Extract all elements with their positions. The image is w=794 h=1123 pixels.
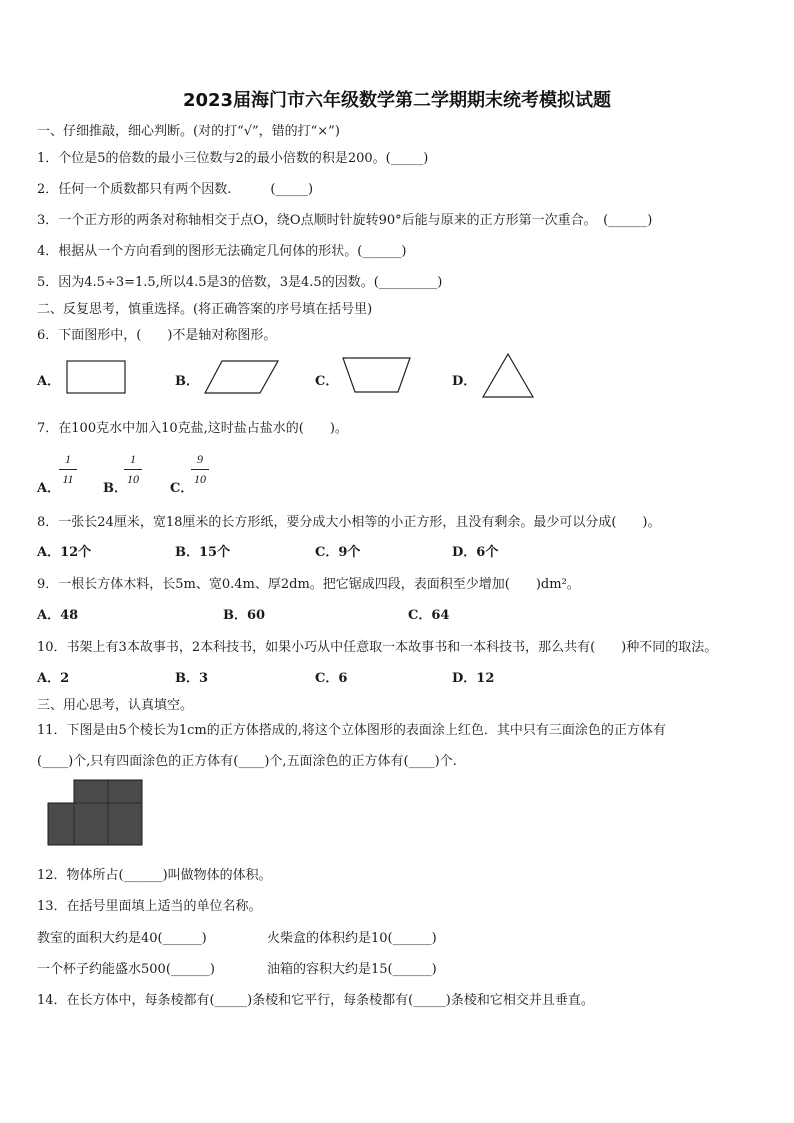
stacked-cubes-figure: [44, 779, 146, 849]
q10-option-b: B．3: [175, 671, 209, 686]
section-1-heading: 一、仔细推敲，细心判断。(对的打“√”，错的打“×”): [37, 124, 340, 139]
q10-option-c: C．6: [315, 671, 348, 686]
q7-option-a-label: A．: [37, 481, 61, 496]
question-4: 4．根据从一个方向看到的图形无法确定几何体的形状。(______): [37, 244, 407, 259]
q9-option-a: A．48: [37, 608, 79, 623]
fraction-1-11: 1 11: [58, 452, 78, 487]
question-1: 1．个位是5的倍数的最小三位数与2的最小倍数的积是200。(_____): [37, 151, 429, 166]
q13-item-1: 教室的面积大约是40(______): [37, 931, 207, 946]
q8-option-c: C．9个: [315, 545, 361, 560]
question-8: 8．一张长24厘米，宽18厘米的长方形纸，要分成大小相等的小正方形，且没有剩余。最少可以分成( )。: [37, 515, 661, 530]
question-6: 6．下面图形中，( )不是轴对称图形。: [37, 328, 277, 343]
fraction-1-10: 1 10: [123, 452, 143, 487]
parallelogram-shape: [204, 360, 280, 396]
q6-option-d-label: D．: [452, 374, 477, 389]
q8-option-d: D．6个: [452, 545, 499, 560]
q10-option-d: D．12: [452, 671, 495, 686]
q9-option-b: B．60: [223, 608, 266, 623]
q6-option-c-label: C．: [315, 374, 339, 389]
q10-option-a: A．2: [37, 671, 70, 686]
question-9: 9．一根长方体木料，长5m、宽0.4m、厚2dm。把它锯成四段，表面积至少增加( )dm²。: [37, 577, 580, 592]
question-12: 12．物体所占(______)叫做物体的体积。: [37, 868, 272, 883]
q7-option-c-label: C．: [170, 481, 194, 496]
section-3-heading: 三、用心思考，认真填空。: [37, 698, 194, 713]
q7-option-b-label: B．: [103, 481, 127, 496]
question-14: 14．在长方体中，每条棱都有(_____)条棱和它平行，每条棱都有(_____)条棱和它相交并且垂直。: [37, 993, 594, 1008]
q8-option-b: B．15个: [175, 545, 231, 560]
question-13: 13．在括号里面填上适当的单位名称。: [37, 899, 262, 914]
question-11-line-1: 11．下图是由5个棱长为1cm的正方体搭成的,将这个立体图形的表面涂上红色．其中只有三面涂色的正方体有: [37, 723, 666, 738]
question-5: 5．因为4.5÷3=1.5,所以4.5是3的倍数，3是4.5的因数。(_________): [37, 275, 443, 290]
section-2-heading: 二、反复思考，慎重选择。(将正确答案的序号填在括号里): [37, 302, 373, 317]
triangle-shape: [481, 353, 535, 399]
fraction-9-10: 9 10: [190, 452, 210, 487]
q9-option-c: C．64: [408, 608, 450, 623]
q13-item-4: 油箱的容积大约是15(______): [267, 962, 437, 977]
question-2: 2．任何一个质数都只有两个因数. (_____): [37, 182, 314, 197]
q8-option-a: A．12个: [37, 545, 92, 560]
question-7: 7．在100克水中加入10克盐,这时盐占盐水的( )。: [37, 421, 348, 436]
q6-option-a-label: A．: [37, 374, 61, 389]
q6-option-b-label: B．: [175, 374, 199, 389]
q13-item-3: 一个杯子约能盛水500(______): [37, 962, 215, 977]
trapezoid-shape: [342, 357, 412, 395]
page-title: 2023届海门市六年级数学第二学期期末统考模拟试题: [182, 90, 612, 111]
rectangle-shape: [66, 360, 128, 396]
q13-item-2: 火柴盒的体积约是10(______): [267, 931, 437, 946]
question-11-line-2: (____)个,只有四面涂色的正方体有(____)个,五面涂色的正方体有(____)个.: [37, 754, 457, 769]
question-10: 10．书架上有3本故事书，2本科技书，如果小巧从中任意取一本故事书和一本科技书，那么共有( )种不同的取法。: [37, 640, 718, 655]
question-3: 3．一个正方形的两条对称轴相交于点O，绕O点顺时针旋转90°后能与原来的正方形第一次重合。 (______): [37, 213, 653, 228]
